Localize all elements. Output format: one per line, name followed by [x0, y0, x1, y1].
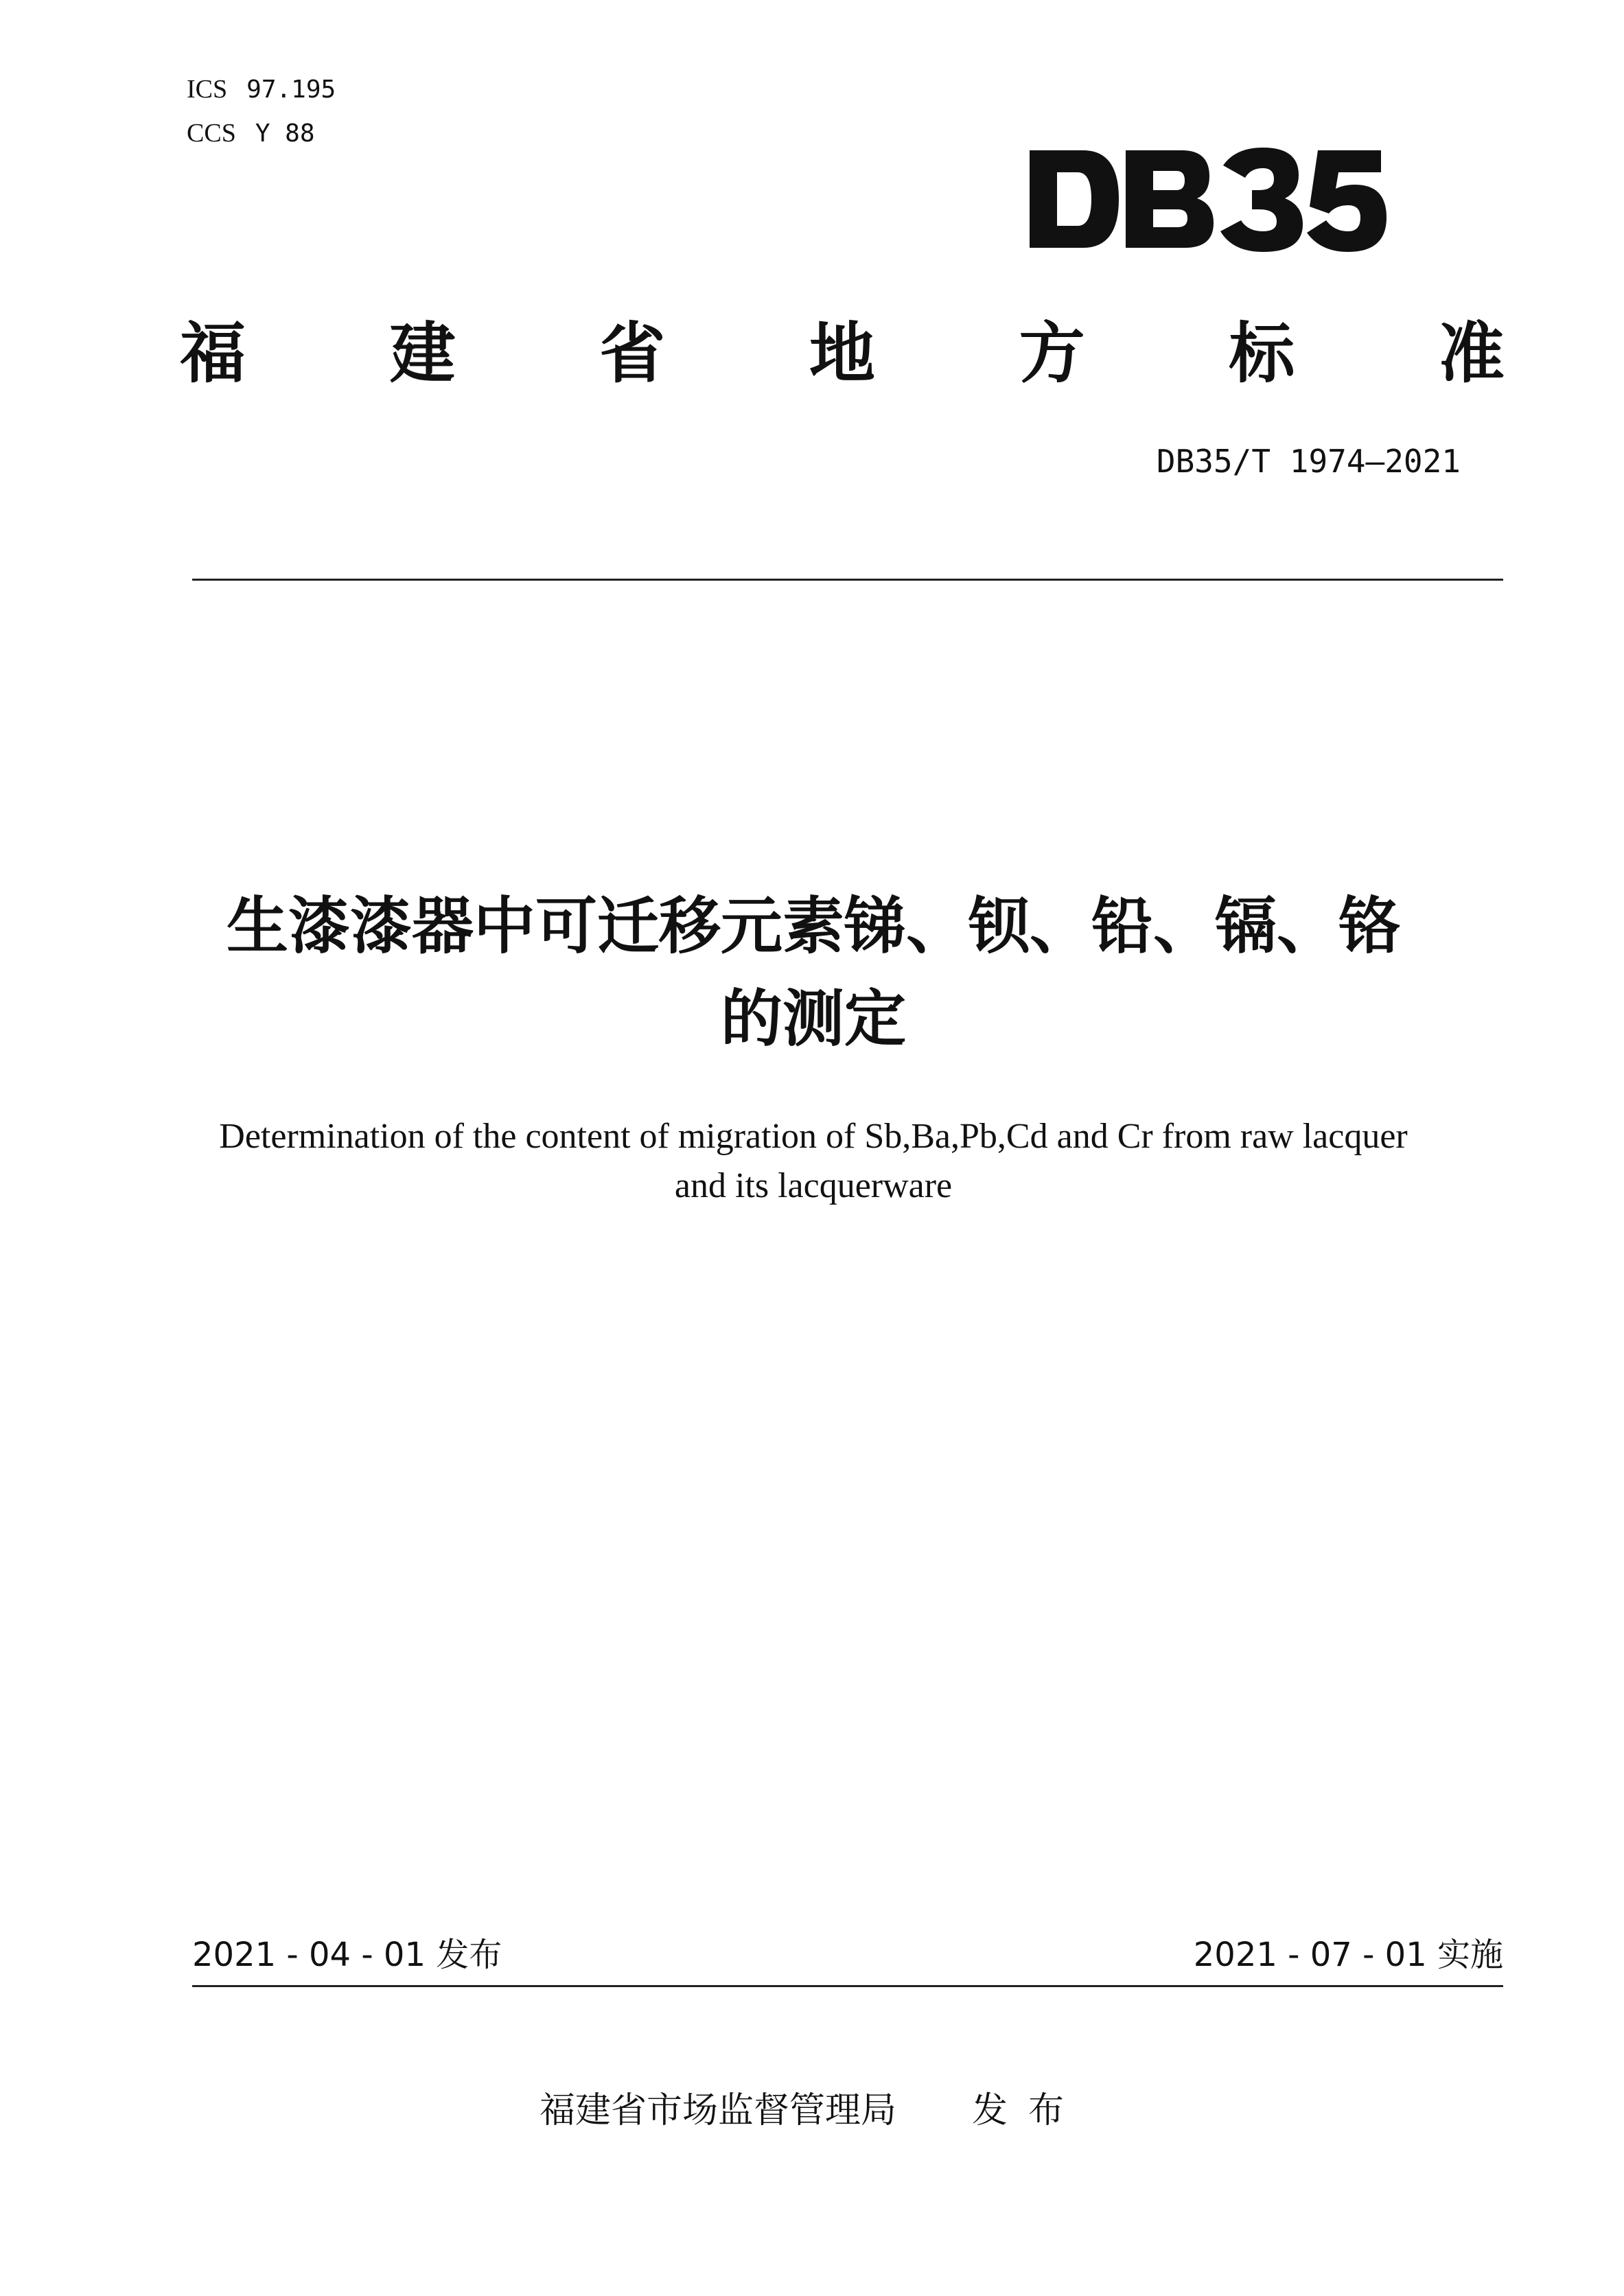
db35-logo: [1030, 141, 1387, 257]
ccs-code: [187, 118, 315, 149]
title-cn-line2: 的测定: [721, 983, 906, 1055]
title-cn-line1: 生漆漆器中可迁移元素锑、钡、铅、镉、铬: [227, 890, 1400, 962]
standard-type-char: 建: [389, 315, 456, 392]
standard-type-char: 福: [180, 315, 246, 392]
standard-type-char: 标: [1229, 315, 1295, 392]
standard-type-char: 省: [599, 315, 666, 392]
title-en-line1: Determination of the content of migration of Sb,Ba,Pb,Cd and Cr from raw lacquer: [219, 1117, 1408, 1156]
ics-code: [187, 74, 336, 105]
header-divider: [192, 579, 1503, 581]
standard-number: DB35/T 1974—2021: [1156, 443, 1461, 480]
release-date: 2021 - 04 - 01 发布: [192, 1936, 502, 1974]
standard-type-char: 准: [1438, 315, 1505, 392]
title-en-line2: and its lacquerware: [674, 1166, 953, 1205]
ccs-label: CCS: [187, 119, 236, 148]
standard-type-char: 地: [809, 315, 875, 392]
standard-type-char: 方: [1019, 315, 1085, 392]
ccs-value: Y 88: [255, 119, 315, 148]
implementation-date: 2021 - 07 - 01 实施: [1193, 1936, 1503, 1974]
footer-divider: [192, 1985, 1503, 1987]
ics-label: ICS: [187, 75, 228, 104]
publisher-organization: 福建省市场监督管理局: [539, 2090, 896, 2131]
publisher: [0, 2088, 1624, 2133]
standard-type: [180, 312, 1505, 395]
publisher-action: 发布: [972, 2090, 1085, 2131]
ics-value: 97.195: [246, 76, 336, 104]
